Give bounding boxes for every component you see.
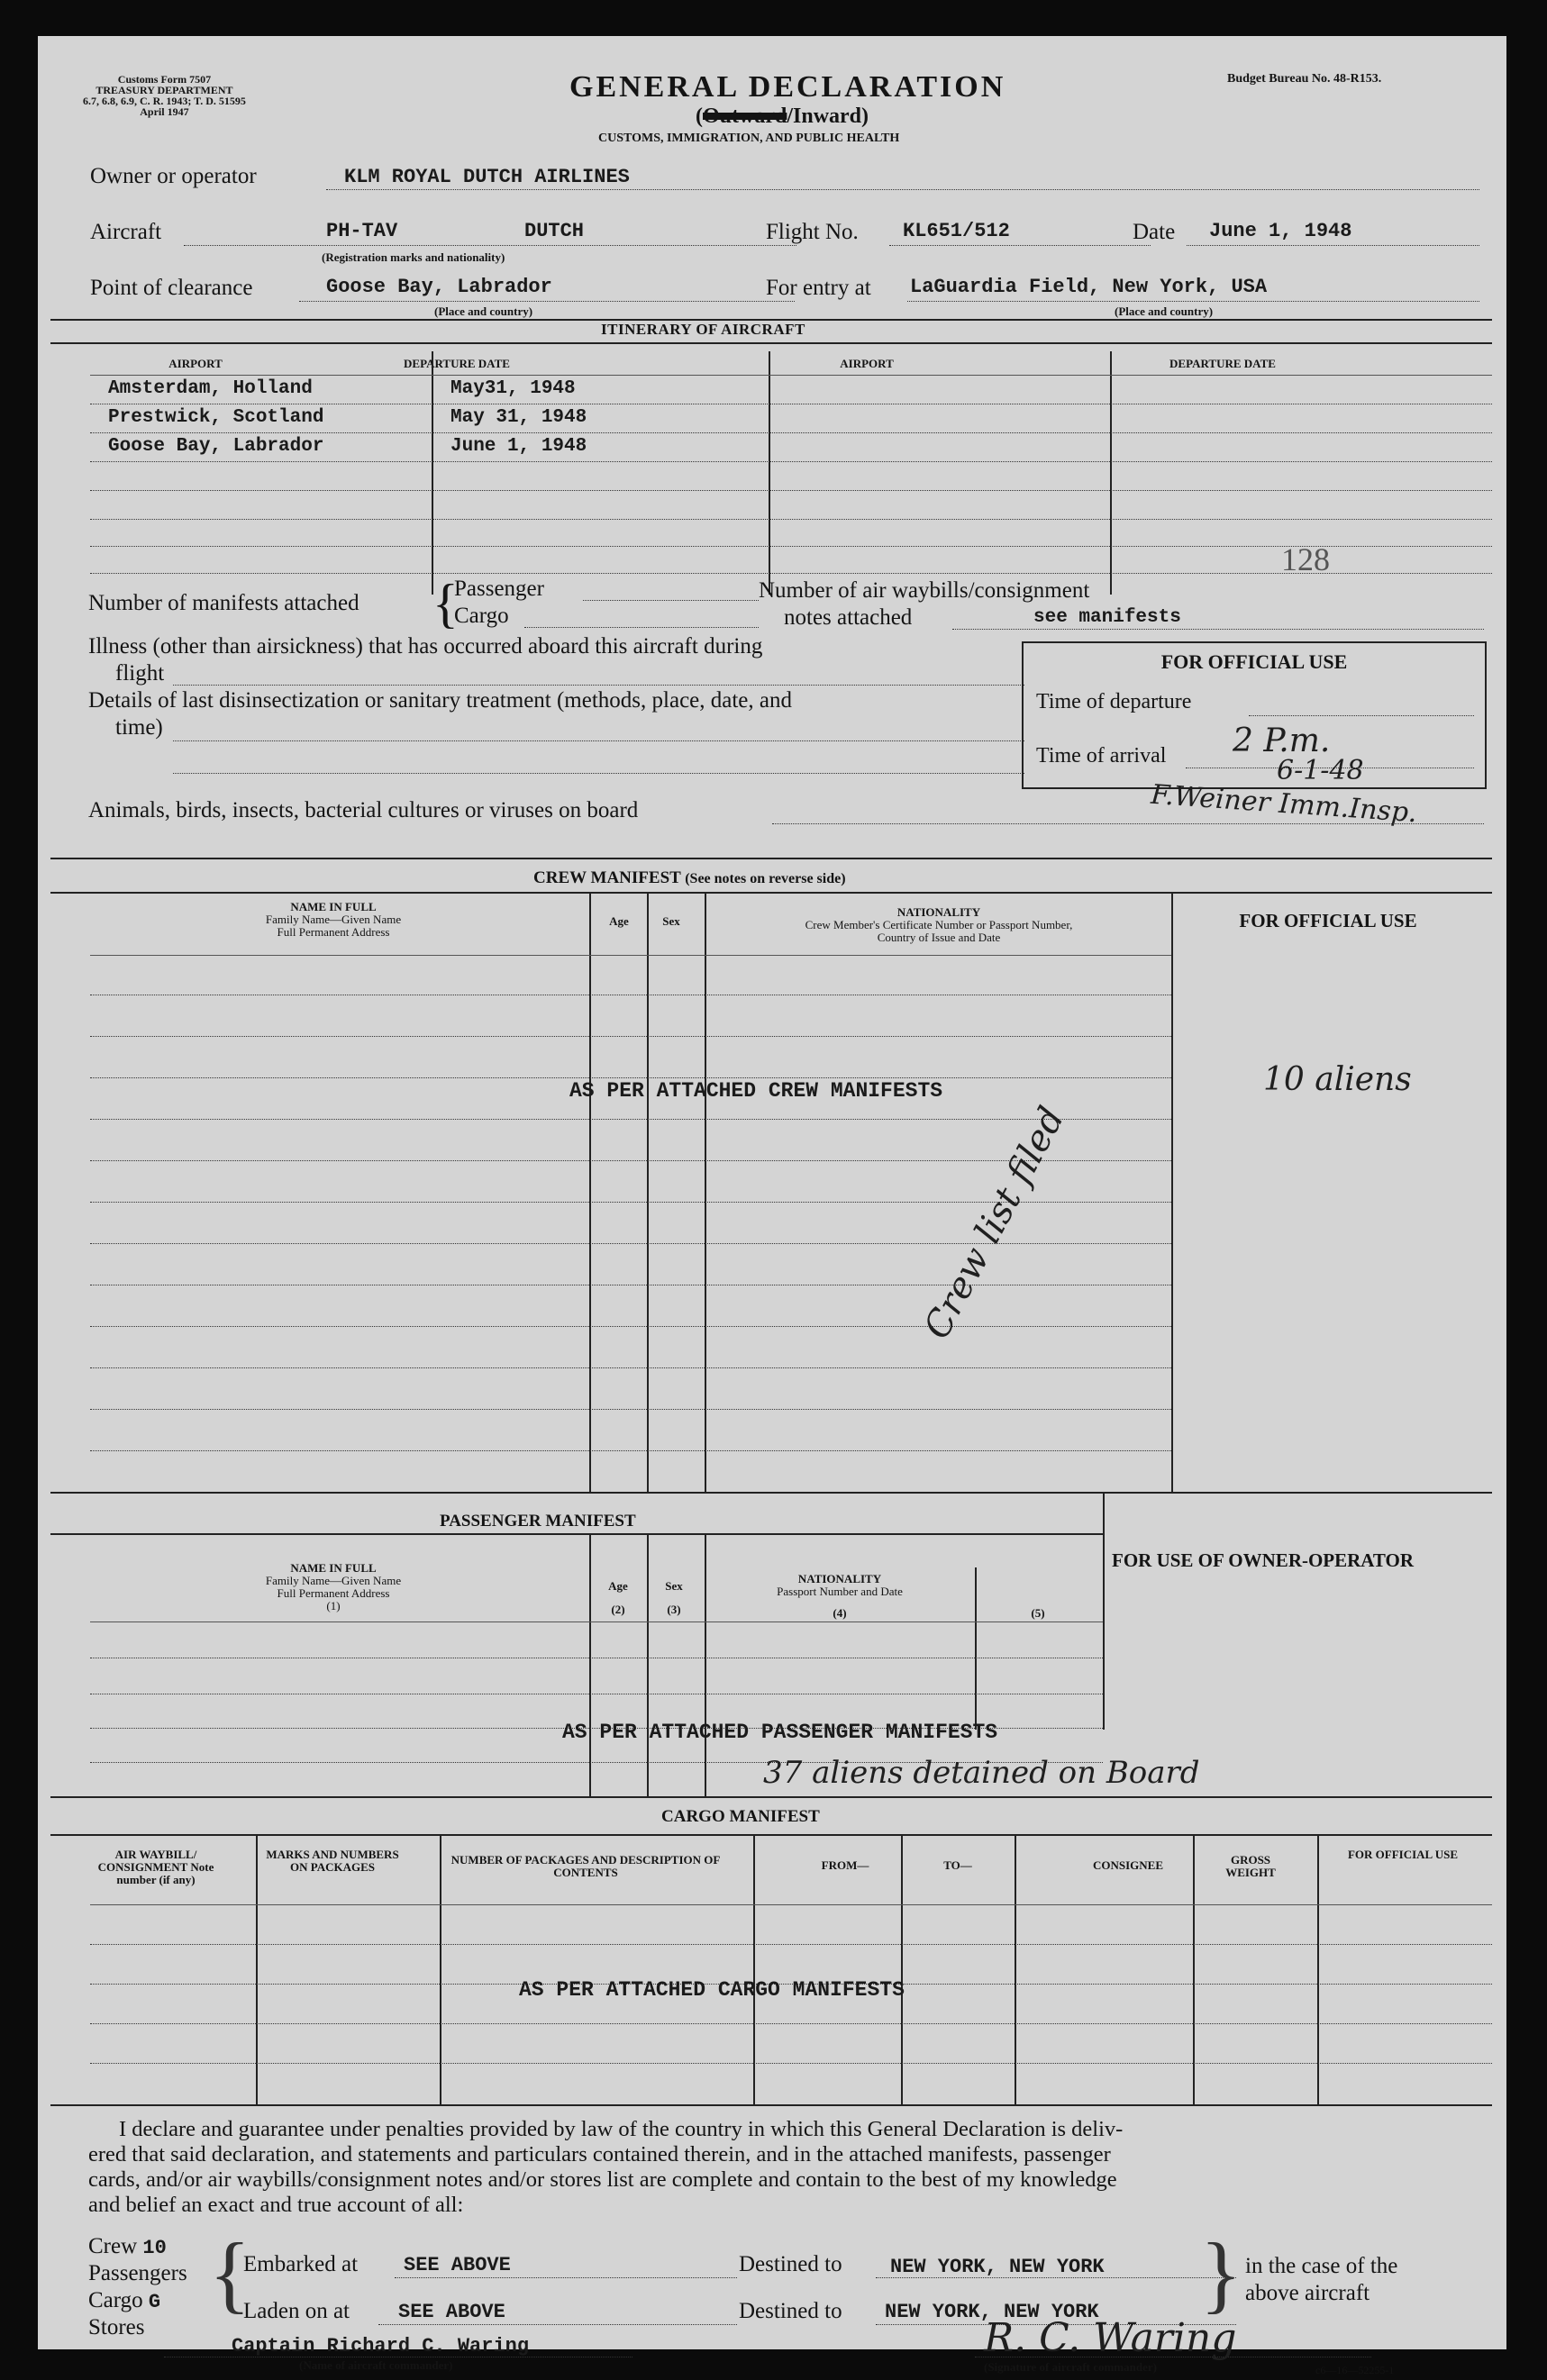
crew-col-official: FOR OFFICIAL USE [1239, 910, 1417, 931]
crew-col-nationality: NATIONALITY Crew Member's Certificate Number or Passport Number, Country of Issue and Date [805, 905, 1073, 944]
aircraft-registration: PH-TAV [326, 220, 398, 242]
declaration-line-1: I declare and guarantee under penalties provided by law of the country in which this General Declaration is deliv- [119, 2117, 1124, 2141]
cargo-count-value: G [148, 2291, 161, 2313]
cargo-col-weight: GROSS WEIGHT [1225, 1853, 1276, 1879]
owner-label: Owner or operator [90, 164, 257, 188]
official-use-box [1022, 641, 1487, 789]
destined-value-1: NEW YORK, NEW YORK [890, 2256, 1105, 2278]
passenger-col-5: (5) [1031, 1606, 1045, 1620]
form-page [38, 36, 1506, 2376]
crew-aliens-handwritten: 10 aliens [1263, 1061, 1412, 1098]
commander-name: Captain Richard C. Waring [232, 2335, 530, 2357]
crew-list-filed-handwritten: Crew list filed [915, 1100, 1073, 1346]
aircraft-nationality: DUTCH [524, 220, 585, 242]
entry-label: For entry at [766, 276, 871, 300]
embarked-label: Embarked at [243, 2252, 359, 2276]
itinerary-row-1-date: May31, 1948 [450, 378, 576, 399]
embarked-value: SEE ABOVE [404, 2254, 511, 2276]
declaration-line-4: and belief an exact and true account of all: [88, 2193, 464, 2217]
cargo-col-to: TO— [943, 1858, 972, 1872]
footer-left-brace: { [209, 2225, 251, 2321]
crew-manifest-text: AS PER ATTACHED CREW MANIFESTS [569, 1079, 943, 1103]
manifests-brace: { [432, 574, 459, 633]
case-label-2: above aircraft [1245, 2281, 1370, 2305]
crew-col-age: Age [609, 914, 629, 928]
print-code: c6—16—52255-1 [1315, 2364, 1395, 2376]
cargo-manifest-text: AS PER ATTACHED CARGO MANIFESTS [519, 1978, 905, 2002]
destined-label-1: Destined to [739, 2252, 842, 2276]
manifests-label: Number of manifests attached [88, 591, 359, 615]
itinerary-row-1-airport: Amsterdam, Holland [108, 378, 313, 399]
laden-label: Laden on at [243, 2299, 350, 2323]
arrival-date-handwritten: 6-1-48 [1277, 755, 1364, 786]
aircraft-caption: (Registration marks and nationality) [322, 250, 505, 264]
cargo-col-packages: NUMBER OF PACKAGES AND DESCRIPTION OF CONTENTS [450, 1853, 721, 1879]
manifests-cargo-label: Cargo [454, 604, 509, 628]
cargo-manifest-title: CARGO MANIFEST [661, 1807, 820, 1826]
commander-signature-caption: (Signature of aircraft commander) [984, 2360, 1157, 2374]
owner-operator-column: FOR USE OF OWNER-OPERATOR [1112, 1549, 1415, 1571]
footer-right-brace: } [1200, 2225, 1242, 2321]
passenger-col-nationality: NATIONALITY Passport Number and Date (4) [777, 1572, 903, 1620]
destined-label-2: Destined to [739, 2299, 842, 2323]
inspector-signature-handwritten: F.Weiner Imm.Insp. [1150, 778, 1418, 830]
entry-caption: (Place and country) [1115, 304, 1214, 318]
itinerary-row-3-airport: Goose Bay, Labrador [108, 436, 324, 457]
entry-value: LaGuardia Field, New York, USA [910, 276, 1268, 298]
cargo-col-marks: MARKS AND NUMBERS ON PACKAGES [266, 1848, 399, 1874]
stores-count-label: Stores [88, 2315, 145, 2339]
form-agencies: CUSTOMS, IMMIGRATION, AND PUBLIC HEALTH [598, 132, 900, 145]
itinerary-header-airport-1: AIRPORT [168, 357, 223, 370]
crew-count-value: 10 [142, 2237, 167, 2259]
passenger-col-age: Age (2) [608, 1579, 628, 1616]
owner-value: KLM ROYAL DUTCH AIRLINES [344, 166, 630, 188]
waybills-value: see manifests [1033, 607, 1181, 628]
waybills-label-1: Number of air waybills/consignment [759, 578, 1090, 603]
illness-label-2: flight [115, 661, 165, 686]
declaration-line-2: ered that said declaration, and statements and particulars contained therein, and in the attached manifests, passenger [88, 2142, 1111, 2167]
itinerary-header-airport-2: AIRPORT [840, 357, 894, 370]
passenger-aliens-handwritten: 37 aliens detained on Board [763, 1755, 1200, 1791]
date-label: Date [1133, 220, 1176, 244]
clearance-caption: (Place and country) [434, 304, 533, 318]
form-title: GENERAL DECLARATION [569, 70, 1006, 104]
illness-label: Illness (other than airsickness) that has occurred aboard this aircraft during [88, 634, 763, 659]
flight-label: Flight No. [766, 220, 859, 244]
budget-bureau-number: Budget Bureau No. 48-R153. [1227, 72, 1382, 86]
date-value: June 1, 1948 [1209, 220, 1352, 242]
crew-manifest-title: CREW MANIFEST (See notes on reverse side) [533, 868, 846, 887]
itinerary-title: ITINERARY OF AIRCRAFT [601, 321, 805, 338]
cargo-col-official: FOR OFFICIAL USE [1347, 1848, 1459, 1861]
form-identifier: Customs Form 7507 TREASURY DEPARTMENT 6.7, 6.8, 6.9, C. R. 1943; T. D. 51595 April 1947 [83, 73, 246, 118]
itinerary-row-3-date: June 1, 1948 [450, 436, 587, 457]
itinerary-row-2-airport: Prestwick, Scotland [108, 407, 324, 428]
departure-time-label: Time of departure [1036, 690, 1192, 713]
crew-col-sex: Sex [662, 914, 680, 928]
passenger-manifest-title: PASSENGER MANIFEST [440, 1512, 636, 1531]
itinerary-header-date-2: DEPARTURE DATE [1169, 357, 1276, 370]
aircraft-label: Aircraft [90, 220, 162, 244]
form-subtitle: (Outward/Inward) [696, 104, 869, 128]
passenger-manifest-text: AS PER ATTACHED PASSENGER MANIFESTS [562, 1721, 998, 1744]
waybills-label-2: notes attached [784, 605, 913, 630]
disinsect-label-2: time) [115, 715, 163, 740]
case-label-1: in the case of the [1245, 2254, 1398, 2278]
cargo-col-waybill: AIR WAYBILL/ CONSIGNMENT Note number (if any) [97, 1848, 214, 1886]
disinsect-label: Details of last disinsectization or sanitary treatment (methods, place, date, and [88, 688, 792, 713]
cargo-col-consignee: CONSIGNEE [1092, 1858, 1164, 1872]
declaration-line-3: cards, and/or air waybills/consignment notes and/or stores list are complete and contain to the best of my knowledge [88, 2167, 1117, 2192]
clearance-value: Goose Bay, Labrador [326, 276, 552, 298]
struck-outward: Outward [703, 104, 787, 128]
laden-value: SEE ABOVE [398, 2301, 505, 2323]
passenger-col-sex: Sex (3) [665, 1579, 683, 1616]
flight-value: KL651/512 [903, 220, 1010, 242]
crew-count-label: Crew 10 [88, 2234, 167, 2259]
passenger-col-name: NAME IN FULL Family Name—Given Name Full Permanent Address (1) [265, 1561, 402, 1612]
commander-name-caption: (Name of aircraft commander) [299, 2358, 453, 2372]
arrival-time-handwritten: 2 P.m. [1233, 722, 1331, 759]
cargo-col-from: FROM— [821, 1858, 869, 1872]
official-use-title: FOR OFFICIAL USE [1160, 650, 1348, 673]
manifests-passenger-label: Passenger [454, 577, 544, 601]
passengers-count-label: Passengers [88, 2261, 187, 2285]
arrival-time-label: Time of arrival [1036, 744, 1167, 768]
itinerary-row-2-date: May 31, 1948 [450, 407, 587, 428]
commander-signature: R. C. Waring [984, 2315, 1237, 2361]
clearance-label: Point of clearance [90, 276, 253, 300]
cargo-count-label: Cargo G [88, 2288, 161, 2313]
destined-value-2: NEW YORK, NEW YORK [885, 2301, 1099, 2323]
itinerary-header-date-1: DEPARTURE DATE [404, 357, 510, 370]
crew-col-name: NAME IN FULL Family Name—Given Name Full Permanent Address [265, 900, 402, 939]
animals-label: Animals, birds, insects, bacterial cultures or viruses on board [88, 798, 639, 822]
manifests-stamp: 128 [1281, 541, 1330, 577]
